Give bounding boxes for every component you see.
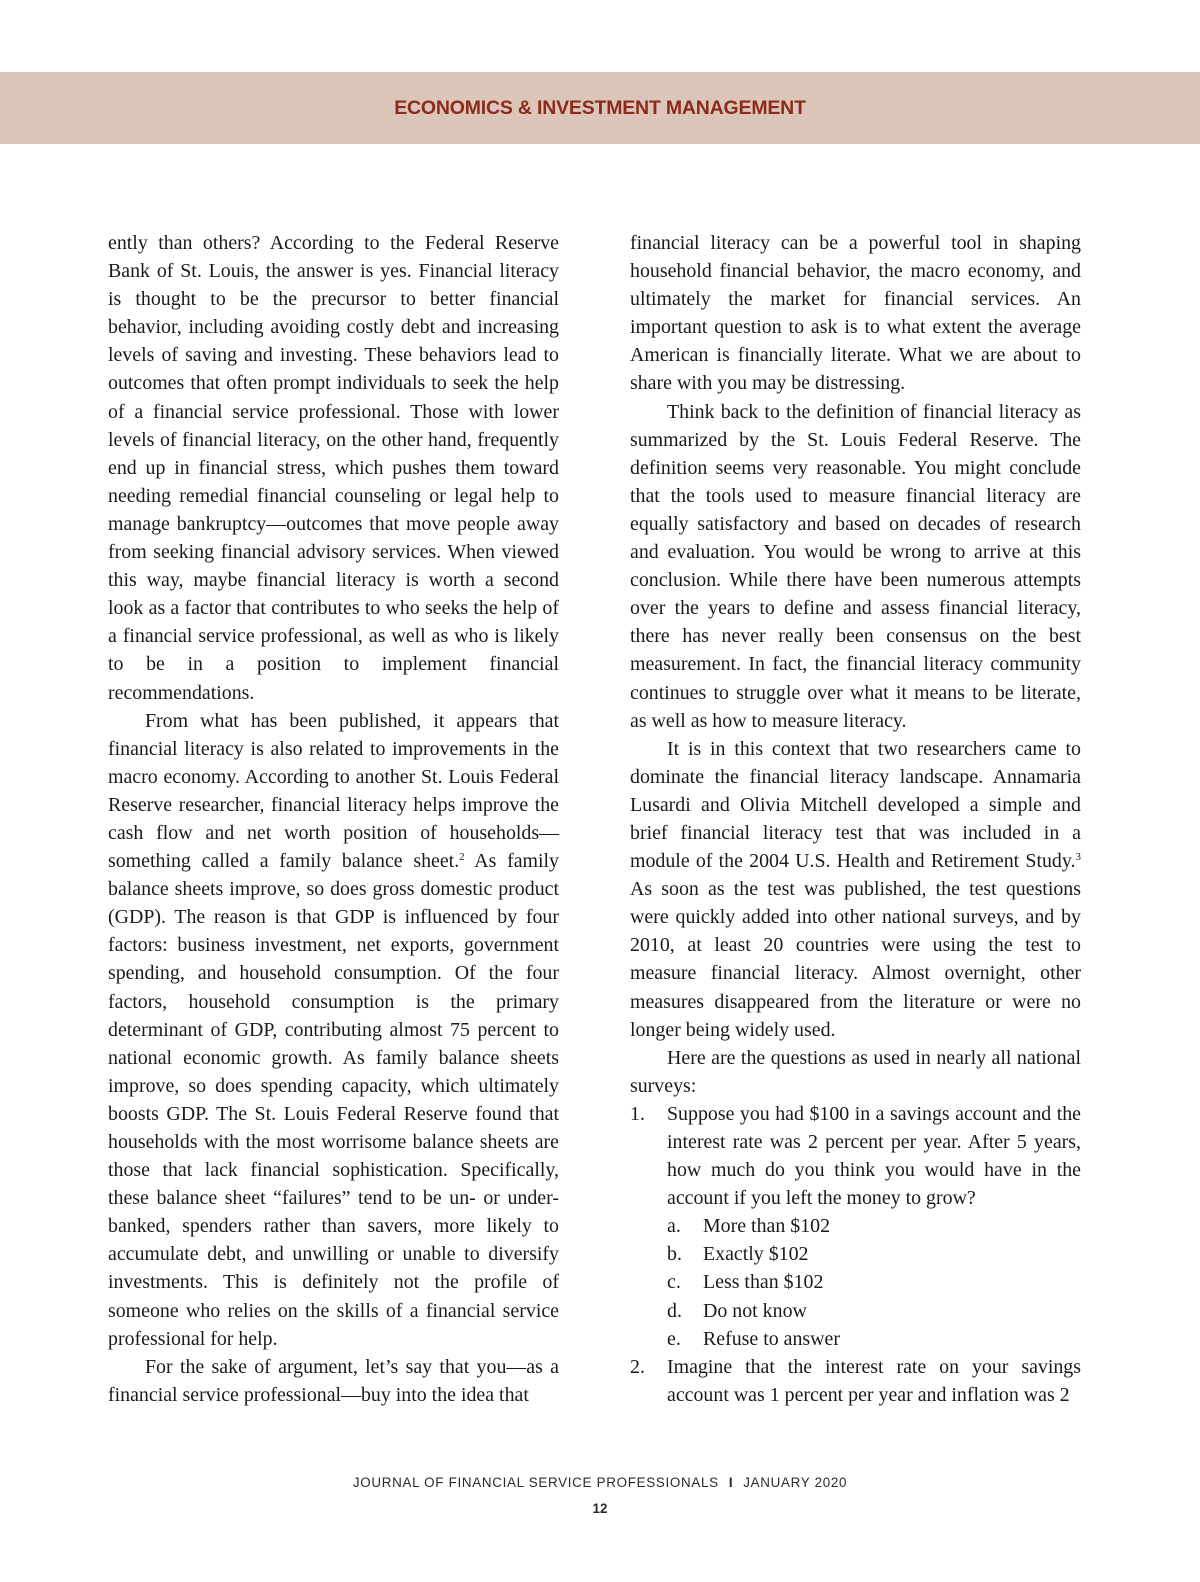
option-text: More than $102: [703, 1215, 831, 1238]
paragraph-text: It is in this context that two researchers came to dominate the financial literacy landscape. Annamaria Lusardi and Olivia Mitchell developed a simple and brief financial literacy test that was included in a module of the 2004 U.S. Health and Retirement Study.: [630, 737, 1081, 873]
footer-separator: I: [728, 1475, 734, 1490]
option-text: Exactly $102: [703, 1243, 809, 1266]
option-item: [667, 1297, 1081, 1325]
question-list: [630, 1100, 1081, 1409]
page-number: 12: [592, 1501, 608, 1516]
paragraph: [630, 735, 1081, 1044]
question-body: [667, 1353, 1081, 1409]
option-text: Refuse to answer: [703, 1327, 840, 1350]
question-number: 2.: [630, 1355, 645, 1378]
issue-date: JANUARY 2020: [743, 1475, 848, 1490]
option-letter: b.: [667, 1243, 682, 1266]
paragraph: ently than others? According to the Federal Reserve Bank of St. Louis, the answer is yes. Financial literacy is thought to be the precursor to better financial behavior, including avoiding costly debt and increasing levels of saving and investing. These behaviors lead to outcomes that often prompt individuals to seek the help of a financial service professional. Those with lower levels of financial literacy, on the other hand, frequently end up in financial stress, which pushes them toward needing remedial financial counseling or legal help to manage bankruptcy—outcomes that move people away from seeking financial advisory services. When viewed this way, maybe financial literacy is worth a second look as a factor that contributes to who seeks the help of a financial service professional, as well as who is likely to be in a position to implement financial recommendations.: [108, 232, 559, 704]
option-letter: a.: [667, 1215, 681, 1238]
section-title: ECONOMICS & INVESTMENT MANAGEMENT: [394, 96, 806, 119]
question-body: [667, 1100, 1081, 1353]
option-text: Less than $102: [703, 1271, 824, 1294]
question-number: 1.: [630, 1102, 645, 1125]
left-column: [108, 229, 559, 1409]
question-item: [630, 1100, 1081, 1353]
option-item: [667, 1325, 1081, 1353]
paragraph: [108, 707, 559, 1353]
question-text: Suppose you had $100 in a savings account and the interest rate was 2 percent per year. After 5 years, how much do you think you would have in the account if you left the money to grow?: [667, 1102, 1081, 1210]
question-text: Imagine that the interest rate on your savings account was 1 percent per year and inflation was 2: [667, 1355, 1081, 1406]
option-item: [667, 1268, 1081, 1296]
right-column: [630, 229, 1081, 1409]
journal-footer: [0, 1475, 1200, 1490]
paragraph-text: As family balance sheets improve, so does gross domestic product (GDP). The reason is that GDP is influenced by four factors: business investment, net exports, government spending, and household consumption. Of the four factors, household consumption is the primary determinant of GDP, contributing almost 75 percent to national economic growth. As family balance sheets improve, so does spending capacity, which ultimately boosts GDP. The St. Louis Federal Reserve found that households with the most worrisome balance sheets are those that lack financial sophistication. Specifically, these balance sheet “failures” tend to be un- or under-banked, spenders rather than savers, more likely to accumulate debt, and unwilling or unable to diversify investments. This is definitely not the profile of someone who relies on the skills of a financial service professional for help.: [108, 850, 559, 1350]
option-letter: d.: [667, 1299, 682, 1322]
paragraph: Think back to the definition of financial literacy as summarized by the St. Louis Federal Reserve. The definition seems very reasonable. You might conclude that the tools used to measure financial literacy are equally satisfactory and based on decades of research and evaluation. You would be wrong to arrive at this conclusion. While there have been numerous attempts over the years to define and assess financial literacy, there has never really been consensus on the best measurement. In fact, the financial literacy community continues to struggle over what it means to be literate, as well as how to measure literacy.: [630, 400, 1081, 732]
section-banner: [0, 72, 1200, 144]
option-item: [667, 1240, 1081, 1268]
option-list: [667, 1212, 1081, 1352]
option-text: Do not know: [703, 1299, 807, 1322]
paragraph-text: From what has been published, it appears that financial literacy is also related to improvements in the macro economy. According to another St. Louis Federal Reserve researcher, financial literacy helps improve the cash flow and net worth position of households—something called a family balance sheet.: [108, 709, 559, 873]
option-item: [667, 1212, 1081, 1240]
paragraph: Here are the questions as used in nearly all national surveys:: [630, 1046, 1081, 1097]
paragraph: financial literacy can be a powerful tool in shaping household financial behavior, the macro economy, and ultimately the market for financial services. An important question to ask is to what extent the average American is financially literate. What we are about to share with you may be distressing.: [630, 232, 1081, 395]
option-letter: c.: [667, 1271, 681, 1294]
option-letter: e.: [667, 1327, 681, 1350]
paragraph: For the sake of argument, let’s say that you—as a financial service professional—buy into the idea that: [108, 1355, 559, 1406]
journal-name: JOURNAL OF FINANCIAL SERVICE PROFESSIONALS: [352, 1475, 719, 1490]
footnote-ref: 2: [459, 851, 465, 864]
paragraph-text: As soon as the test was published, the test questions were quickly added into other national surveys, and by 2010, at least 20 countries were using the test to measure financial literacy. Almost overnight, other measures disappeared from the literature or were no longer being widely used.: [630, 878, 1081, 1041]
footnote-ref: 3: [1075, 851, 1081, 864]
question-item: [630, 1353, 1081, 1409]
